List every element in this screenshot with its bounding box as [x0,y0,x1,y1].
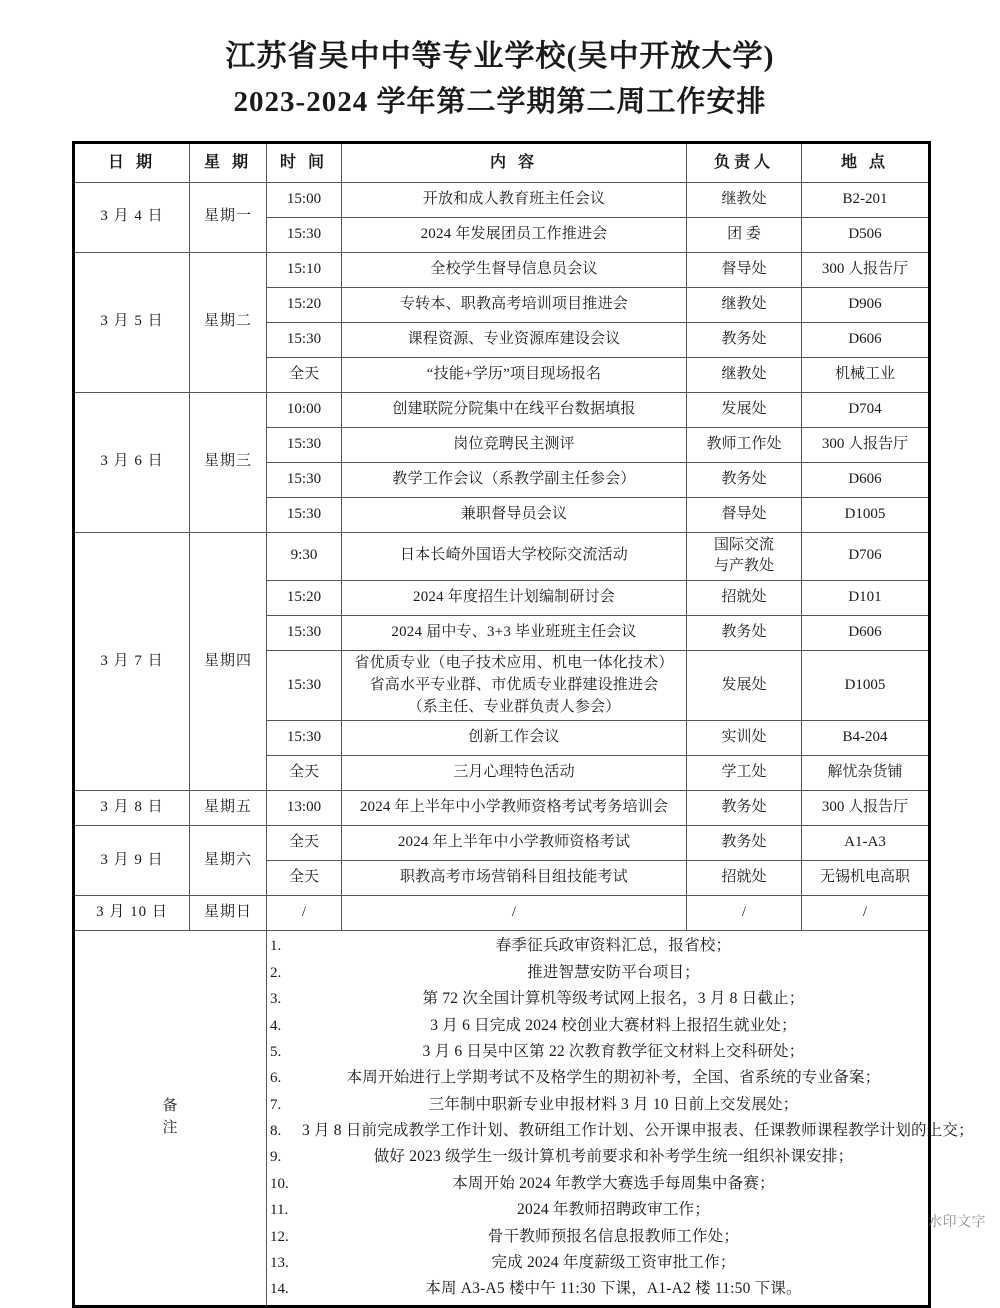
cell-owner: 发展处 [687,651,802,721]
cell-place: D606 [802,462,930,497]
cell-time: 9:30 [267,532,342,581]
cell-place: B4-204 [802,721,930,756]
cell-owner: 继教处 [687,287,802,322]
cell-owner: 督导处 [687,252,802,287]
cell-time: 13:00 [267,791,342,826]
table-row [74,182,930,217]
cell-place: D101 [802,581,930,616]
cell-content: 创新工作会议 [342,721,687,756]
cell-place: D704 [802,392,930,427]
note-number: 13. [270,1254,289,1271]
cell-owner: 继教处 [687,357,802,392]
cell-time: 15:30 [267,497,342,532]
cell-content: 2024 年度招生计划编制研讨会 [342,581,687,616]
table-row [74,826,930,861]
note-item [270,1223,925,1249]
cell-content: 专转本、职教高考培训项目推进会 [342,287,687,322]
cell-place: D606 [802,616,930,651]
cell-owner: / [687,896,802,931]
cell-owner: 继教处 [687,182,802,217]
cell-time: 全天 [267,826,342,861]
cell-owner: 招就处 [687,861,802,896]
cell-time: 15:30 [267,462,342,497]
cell-place: D1005 [802,497,930,532]
table-row [74,791,930,826]
cell-content: 教学工作会议（系教学副主任参会） [342,462,687,497]
cell-content: 创建联院分院集中在线平台数据填报 [342,392,687,427]
note-number: 12. [270,1228,289,1245]
table-row [74,392,930,427]
table-body [74,182,930,931]
note-text: 本周开始 2024 年教学大赛选手每周集中备赛； [452,1174,775,1192]
notes-label [74,931,267,1306]
cell-date: 3 月 8 日 [74,791,190,826]
cell-content: / [342,896,687,931]
table-row [74,532,930,581]
note-item [270,1276,925,1302]
cell-owner: 团 委 [687,217,802,252]
cell-date: 3 月 6 日 [74,392,190,532]
cell-date: 3 月 5 日 [74,252,190,392]
note-number: 11. [270,1202,289,1219]
note-item [270,960,925,986]
notes-row [74,931,930,1306]
cell-time: / [267,896,342,931]
note-text: 做好 2023 级学生一级计算机考前要求和补考学生统一组织补课安排； [373,1148,854,1166]
cell-content: 省优质专业（电子技术应用、机电一体化技术） 省高水平专业群、市优质专业群建设推进会 （系主任、专业群负责人参会） [342,651,687,721]
cell-owner: 教务处 [687,616,802,651]
note-item [270,1171,925,1197]
cell-time: 15:30 [267,217,342,252]
note-item [270,1144,925,1170]
cell-place: 300 人报告厅 [802,252,930,287]
cell-owner: 发展处 [687,392,802,427]
cell-content: 开放和成人教育班主任会议 [342,182,687,217]
cell-date: 3 月 9 日 [74,826,190,896]
note-number: 2. [270,964,282,981]
note-text: 三年制中职新专业申报材料 3 月 10 日前上交发展处； [428,1095,799,1113]
cell-owner: 教务处 [687,791,802,826]
note-text: 推进智慧安防平台项目； [527,963,700,981]
note-item [270,1118,974,1144]
note-text: 3 月 6 日吴中区第 22 次教育教学征文材料上交科研处； [422,1042,805,1060]
note-text: 完成 2024 年度薪级工资审批工作； [491,1253,736,1271]
cell-place: 300 人报告厅 [802,427,930,462]
cell-place: 300 人报告厅 [802,791,930,826]
note-number: 5. [270,1043,282,1060]
watermark-text: 水印文字 [928,1213,986,1229]
column-header-content: 内 容 [342,142,687,182]
column-header-owner: 负责人 [687,142,802,182]
cell-weekday: 星期六 [190,826,267,896]
note-item [270,1039,925,1065]
cell-place: 无锡机电高职 [802,861,930,896]
table-header-row [74,142,930,182]
note-text: 本周 A3-A5 楼中午 11:30 下课，A1-A2 楼 11:50 下课。 [425,1280,802,1298]
cell-content: 2024 年发展团员工作推进会 [342,217,687,252]
cell-place: B2-201 [802,182,930,217]
cell-time: 15:10 [267,252,342,287]
note-item [270,1012,925,1038]
cell-content: 课程资源、专业资源库建设会议 [342,322,687,357]
cell-time: 15:30 [267,651,342,721]
cell-owner: 招就处 [687,581,802,616]
cell-content: 2024 年上半年中小学教师资格考试考务培训会 [342,791,687,826]
cell-place: D1005 [802,651,930,721]
note-number: 4. [270,1017,282,1034]
note-item [270,933,925,959]
note-text: 第 72 次全国计算机等级考试网上报名，3 月 8 日截止； [422,990,805,1008]
column-header-place: 地 点 [802,142,930,182]
cell-content: 职教高考市场营销科目组技能考试 [342,861,687,896]
cell-content: “技能+学历”项目现场报名 [342,357,687,392]
note-item [270,1092,925,1118]
note-text: 2024 年教师招聘政审工作； [517,1201,710,1219]
note-number: 6. [270,1070,282,1087]
cell-time: 15:30 [267,427,342,462]
cell-weekday: 星期五 [190,791,267,826]
cell-content: 岗位竞聘民主测评 [342,427,687,462]
column-header-date: 日 期 [74,142,190,182]
cell-place: 解忧杂货铺 [802,756,930,791]
note-item [270,986,925,1012]
cell-time: 15:30 [267,322,342,357]
cell-content: 2024 年上半年中小学教师资格考试 [342,826,687,861]
cell-weekday: 星期二 [190,252,267,392]
table-row [74,252,930,287]
note-number: 8. [270,1123,282,1140]
cell-date: 3 月 10 日 [74,896,190,931]
cell-owner: 教务处 [687,826,802,861]
cell-time: 全天 [267,861,342,896]
cell-owner: 教务处 [687,322,802,357]
cell-time: 15:30 [267,616,342,651]
column-header-weekday: 星 期 [190,142,267,182]
note-item [270,1197,925,1223]
cell-time: 15:30 [267,721,342,756]
cell-weekday: 星期四 [190,532,267,791]
cell-owner: 督导处 [687,497,802,532]
cell-time: 15:20 [267,581,342,616]
page-title-school: 江苏省吴中中等专业学校(吴中开放大学) [225,40,775,73]
cell-place: / [802,896,930,931]
title-block [0,0,1000,125]
cell-content: 全校学生督导信息员会议 [342,252,687,287]
note-text: 本周开始进行上学期考试不及格学生的期初补考，全国、省系统的专业备案； [346,1069,881,1087]
note-number: 1. [270,938,282,955]
cell-owner: 学工处 [687,756,802,791]
cell-owner: 国际交流 与产教处 [687,532,802,581]
cell-weekday: 星期一 [190,182,267,252]
cell-place: D706 [802,532,930,581]
cell-weekday: 星期日 [190,896,267,931]
table-row [74,896,930,931]
cell-place: A1-A3 [802,826,930,861]
cell-place: 机械工业 [802,357,930,392]
cell-content: 2024 届中专、3+3 毕业班班主任会议 [342,616,687,651]
cell-owner: 实训处 [687,721,802,756]
page-title-schedule: 2023-2024 学年第二学期第二周工作安排 [233,86,767,118]
note-item [270,1065,925,1091]
cell-time: 全天 [267,357,342,392]
cell-content: 日本长崎外国语大学校际交流活动 [342,532,687,581]
note-number: 14. [270,1281,289,1298]
cell-place: D906 [802,287,930,322]
cell-place: D606 [802,322,930,357]
note-number: 10. [270,1175,289,1192]
note-number: 3. [270,991,282,1008]
cell-time: 全天 [267,756,342,791]
cell-content: 兼职督导员会议 [342,497,687,532]
note-item [270,1250,925,1276]
note-text: 3 月 8 日前完成教学工作计划、教研组工作计划、公开课申报表、任课教师课程教学计划的上交； [302,1122,974,1140]
cell-content: 三月心理特色活动 [342,756,687,791]
cell-place: D506 [802,217,930,252]
cell-owner: 教师工作处 [687,427,802,462]
note-text: 3 月 6 日完成 2024 校创业大赛材料上报招生就业处； [430,1016,797,1034]
note-text: 骨干教师预报名信息报教师工作处； [487,1227,740,1245]
notes-label-char-2: 注 [162,1119,179,1136]
cell-time: 15:20 [267,287,342,322]
cell-owner: 教务处 [687,462,802,497]
cell-date: 3 月 4 日 [74,182,190,252]
cell-time: 15:00 [267,182,342,217]
note-number: 9. [270,1149,282,1166]
column-header-time: 时 间 [267,142,342,182]
cell-date: 3 月 7 日 [74,532,190,791]
note-number: 7. [270,1096,282,1113]
notes-label-char-1: 备 [162,1098,179,1115]
cell-time: 10:00 [267,392,342,427]
note-text: 春季征兵政审资料汇总，报省校； [495,937,732,955]
cell-weekday: 星期三 [190,392,267,532]
